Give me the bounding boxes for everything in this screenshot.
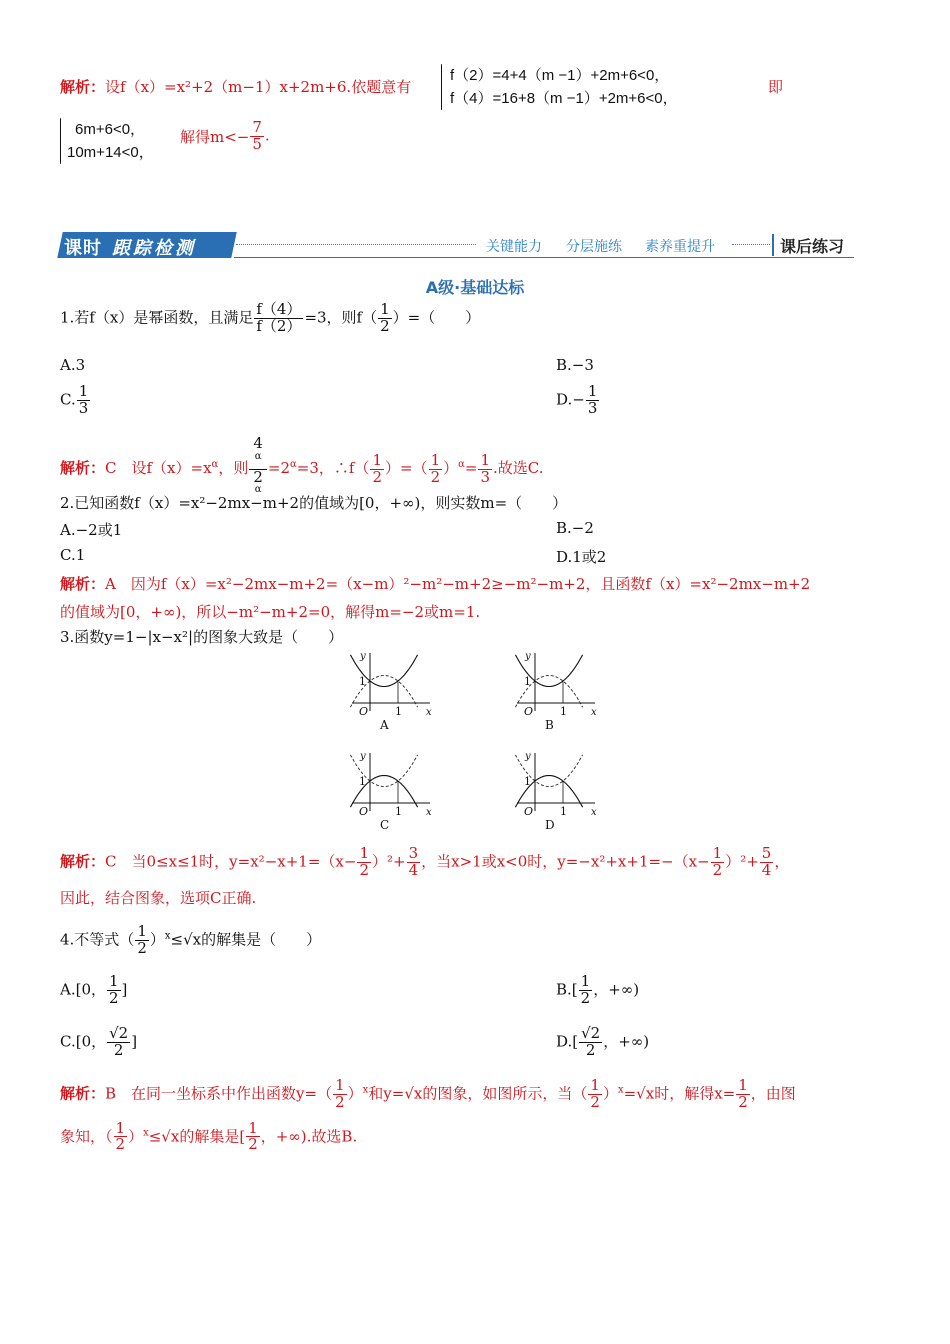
- banner-tag: 素养重提升: [645, 239, 715, 255]
- option-label: B.[: [556, 980, 578, 999]
- origin-label: O: [359, 805, 369, 818]
- solution-text: 象知，（: [60, 1126, 113, 1145]
- system-brace: [60, 118, 61, 164]
- solution-text: ）: [443, 459, 459, 477]
- section-banner: [60, 232, 854, 258]
- solution-text: 的解集是[: [179, 1126, 246, 1145]
- exponent: x: [164, 930, 171, 942]
- solution-text: ）: [602, 1084, 618, 1103]
- banner-dots: [732, 244, 770, 245]
- q1-option-d[interactable]: [556, 384, 600, 417]
- solution-text: 时，解得x=: [654, 1084, 736, 1103]
- root-expression: √x: [161, 1126, 180, 1145]
- graph-letter: C: [380, 818, 390, 832]
- option-label: C.: [60, 390, 76, 409]
- q2-option-b[interactable]: B.−2: [556, 519, 594, 537]
- fraction: $\frac{5}{4}$: [761, 844, 772, 879]
- fraction: $\frac{1}{2}$: [335, 1076, 345, 1111]
- origin-label: O: [359, 705, 369, 718]
- option-label: C.[0，: [60, 1032, 107, 1051]
- fraction: $\frac{1}{2}$: [115, 1118, 126, 1154]
- option-text: ，+∞): [603, 1032, 650, 1051]
- y-tick-label: 1: [524, 675, 531, 688]
- q2-option-d[interactable]: D.1或2: [556, 548, 607, 566]
- system-brace: [441, 64, 442, 110]
- option-label: A.[0，: [60, 980, 106, 999]
- fraction: $\frac{1}{3}$: [587, 382, 598, 417]
- banner-tag: 关键能力: [486, 239, 542, 255]
- inequality-system: [450, 64, 678, 108]
- fraction: $\frac{7}{5}$: [252, 118, 262, 153]
- q3-graphs: [340, 648, 620, 838]
- question-2-stem: 2.已知函数f（x）=x²−2mx−m+2的值域为[0，+∞)，则实数m=（ ）: [60, 494, 568, 512]
- solution-text: 的值域为[0，+∞)，所以−m²−m+2=0，解得m=−2或m=1.: [60, 603, 481, 621]
- q3-solution: [60, 846, 890, 908]
- system-line: 10m+14<0，: [67, 144, 154, 161]
- banner-underline: [234, 257, 854, 258]
- x-label: x: [591, 707, 597, 718]
- system-line: 6m+6<0，: [75, 121, 146, 138]
- option-label: D.[: [556, 1032, 579, 1051]
- solution-text: ）: [347, 1084, 363, 1103]
- solution-text: B 在同一坐标系中作出函数y=（: [105, 1084, 333, 1103]
- fraction: $\frac{1}{2}$: [712, 844, 723, 879]
- question-4-stem: [60, 924, 321, 957]
- solution-text: =3，∴f（: [296, 459, 370, 477]
- q2-solution: [60, 573, 890, 622]
- x-tick-label: 1: [560, 805, 567, 818]
- q1-option-a[interactable]: A.3: [60, 356, 86, 374]
- fraction: $\frac{√2}{2}$: [109, 1024, 129, 1059]
- fraction: $\frac{1}{2}$: [430, 450, 441, 486]
- section-title: A级·基础达标: [425, 278, 525, 297]
- ji-text: 即: [768, 78, 784, 96]
- graph-B: [515, 651, 597, 732]
- option-text: ]: [121, 980, 128, 999]
- solution-text: A 因为f（x）=x²−2mx−m+2=（x−m）²−m²−m+2≥−m²−m+2，且函数f（x）=x²−2mx−m+2: [105, 575, 811, 593]
- q1-option-c[interactable]: [60, 384, 91, 417]
- y-tick-label: 1: [359, 675, 366, 688]
- fraction: $\frac{1}{2}$: [738, 1076, 748, 1111]
- question-3-stem: 3.函数y=1−|x−x²|的图象大致是（ ）: [60, 628, 344, 646]
- banner-badge-1: 课时: [64, 238, 102, 259]
- fraction: $\frac{1}{2}$: [137, 922, 147, 957]
- solution-label: 解析：: [60, 79, 106, 96]
- exponent: α: [290, 459, 297, 470]
- top-solution: [60, 76, 411, 97]
- graph-A: [350, 651, 432, 732]
- banner-tag: 分层施练: [566, 239, 622, 255]
- option-label: D.−: [556, 390, 585, 409]
- q2-option-a[interactable]: A.−2或1: [60, 521, 123, 539]
- solution-text: 设f（x）=x²+2（m−1）x+2m+6.依题意有: [105, 78, 412, 96]
- y-label: y: [525, 651, 531, 662]
- root-expression: √x: [404, 1084, 423, 1103]
- fraction: $\frac{1}{3}$: [480, 450, 491, 486]
- fraction: $\frac{1}{3}$: [78, 382, 89, 417]
- graph-D: [515, 751, 597, 832]
- solution-text: ，+∞).故选B.: [260, 1126, 358, 1145]
- q1-option-b[interactable]: B.−3: [556, 356, 594, 374]
- solution-text: ，当x>1或x<0时，y=−x²+x+1=−（x−: [421, 852, 710, 871]
- root-expression: √x: [636, 1084, 655, 1103]
- fraction: $\frac{1}{2}$: [580, 972, 591, 1007]
- system-line: f（2）=4+4（m −1）+2m+6<0，: [450, 67, 670, 84]
- stem-text: =3，则f（: [304, 308, 378, 327]
- solution-text: =: [464, 459, 478, 477]
- fraction: $\frac{1}{2}$: [590, 1076, 600, 1111]
- stem-text: ）=（ ）: [392, 308, 481, 327]
- stem-text: 4.不等式（: [60, 930, 135, 949]
- solution-text: .故选C.: [493, 459, 544, 477]
- fraction: $\frac{1}{2}$: [248, 1118, 258, 1154]
- x-label: x: [426, 807, 432, 818]
- solution-text: C 当0≤x≤1时，y=x²−x+1=（x−: [105, 852, 357, 871]
- solution-text: 的图象，如图所示，当（: [422, 1084, 588, 1103]
- graph-C: [350, 751, 432, 832]
- graph-letter: D: [545, 818, 555, 832]
- solution-label: 解析：: [60, 460, 106, 477]
- q4-option-b[interactable]: [556, 974, 639, 1007]
- solution-text: ，: [774, 852, 790, 871]
- banner-dots: [236, 244, 476, 245]
- solution-text: ）=（: [384, 459, 428, 477]
- solution-text: ，由图: [750, 1084, 796, 1103]
- solution-label: 解析：: [60, 576, 106, 593]
- fraction: $\frac{3}{4}$: [408, 844, 419, 879]
- y-label: y: [360, 751, 366, 762]
- stem-text: 的解集是（ ）: [201, 930, 322, 949]
- solution-text: ≤: [148, 1126, 162, 1145]
- solution-text: =2: [267, 459, 290, 477]
- stem-text: ）: [149, 930, 165, 949]
- q4-solution: 解析：B 在同一坐标系中作出函数y=（ $\frac{1}{2}$ ）$^x$和y=√x的图象，如图所示，当（ $\frac{1}{2}$ ）$^x$=√x时，解得x= $\frac{1}{2}$ ，由图 象知，（ $\frac{1}{2}$ ）$^x$≤√x的解集是[ $\frac{1}{2}$ ，+∞).故选B.: [60, 1076, 796, 1154]
- banner-badge-2: 跟踪检测: [112, 238, 196, 259]
- option-text: ，+∞): [593, 980, 640, 999]
- exponent: α: [458, 459, 465, 470]
- fraction: $\frac{1}{2}$: [359, 844, 369, 879]
- solve-label: 解得m<−: [180, 127, 250, 146]
- stem-text: ≤: [170, 930, 184, 949]
- banner-right: 课后练习: [780, 237, 845, 256]
- banner-divider: [772, 234, 774, 256]
- solution-text: ，则: [218, 459, 249, 477]
- solution-text: ）²+: [371, 852, 406, 871]
- q4-option-d[interactable]: [556, 1026, 649, 1059]
- solution-label: 解析：: [60, 853, 106, 871]
- fraction: $\frac{1}{2}$: [109, 972, 119, 1007]
- x-tick-label: 1: [395, 805, 402, 818]
- graph-letter: A: [380, 718, 389, 732]
- x-tick-label: 1: [560, 705, 567, 718]
- option-text: ]: [131, 1032, 138, 1051]
- origin-label: O: [524, 805, 534, 818]
- period: .: [264, 126, 270, 145]
- y-label: y: [525, 751, 531, 762]
- fraction: $\frac{1}{2}$: [380, 300, 390, 335]
- exponent: α: [211, 459, 219, 470]
- solution-label: 解析：: [60, 1085, 106, 1103]
- y-tick-label: 1: [524, 775, 531, 788]
- solution-text: 因此，结合图象，选项C正确.: [60, 888, 257, 907]
- fraction: $\frac{1}{2}$: [372, 450, 382, 486]
- q4-option-a[interactable]: [60, 974, 127, 1007]
- x-label: x: [426, 707, 432, 718]
- q2-option-c[interactable]: C.1: [60, 546, 86, 564]
- inequality-system-2: [67, 118, 154, 162]
- fraction: 4 $^\alpha$ 2 $^\alpha$: [249, 436, 267, 502]
- root-expression: √x: [183, 930, 202, 949]
- y-tick-label: 1: [359, 775, 366, 788]
- origin-label: O: [524, 705, 534, 718]
- solution-text: ）²+: [725, 852, 759, 871]
- solution-text: C 设f（x）=x: [105, 459, 212, 477]
- fraction: $\frac{√2}{2}$: [581, 1024, 601, 1059]
- question-1-stem: [60, 302, 480, 335]
- system-line: f（4）=16+8（m −1）+2m+6<0，: [450, 90, 678, 107]
- stem-text: 1.若f（x）是幂函数，且满足: [60, 308, 254, 327]
- solve-text: [180, 120, 270, 153]
- solution-text: =: [623, 1084, 637, 1103]
- graph-letter: B: [545, 718, 554, 732]
- solution-text: ）: [128, 1126, 144, 1145]
- x-label: x: [591, 807, 597, 818]
- fraction: $\frac{f(4)}{f(2)}$: [256, 300, 302, 335]
- solution-text: 和y=: [368, 1084, 405, 1103]
- y-label: y: [360, 651, 366, 662]
- x-tick-label: 1: [395, 705, 402, 718]
- q4-option-c[interactable]: [60, 1026, 137, 1059]
